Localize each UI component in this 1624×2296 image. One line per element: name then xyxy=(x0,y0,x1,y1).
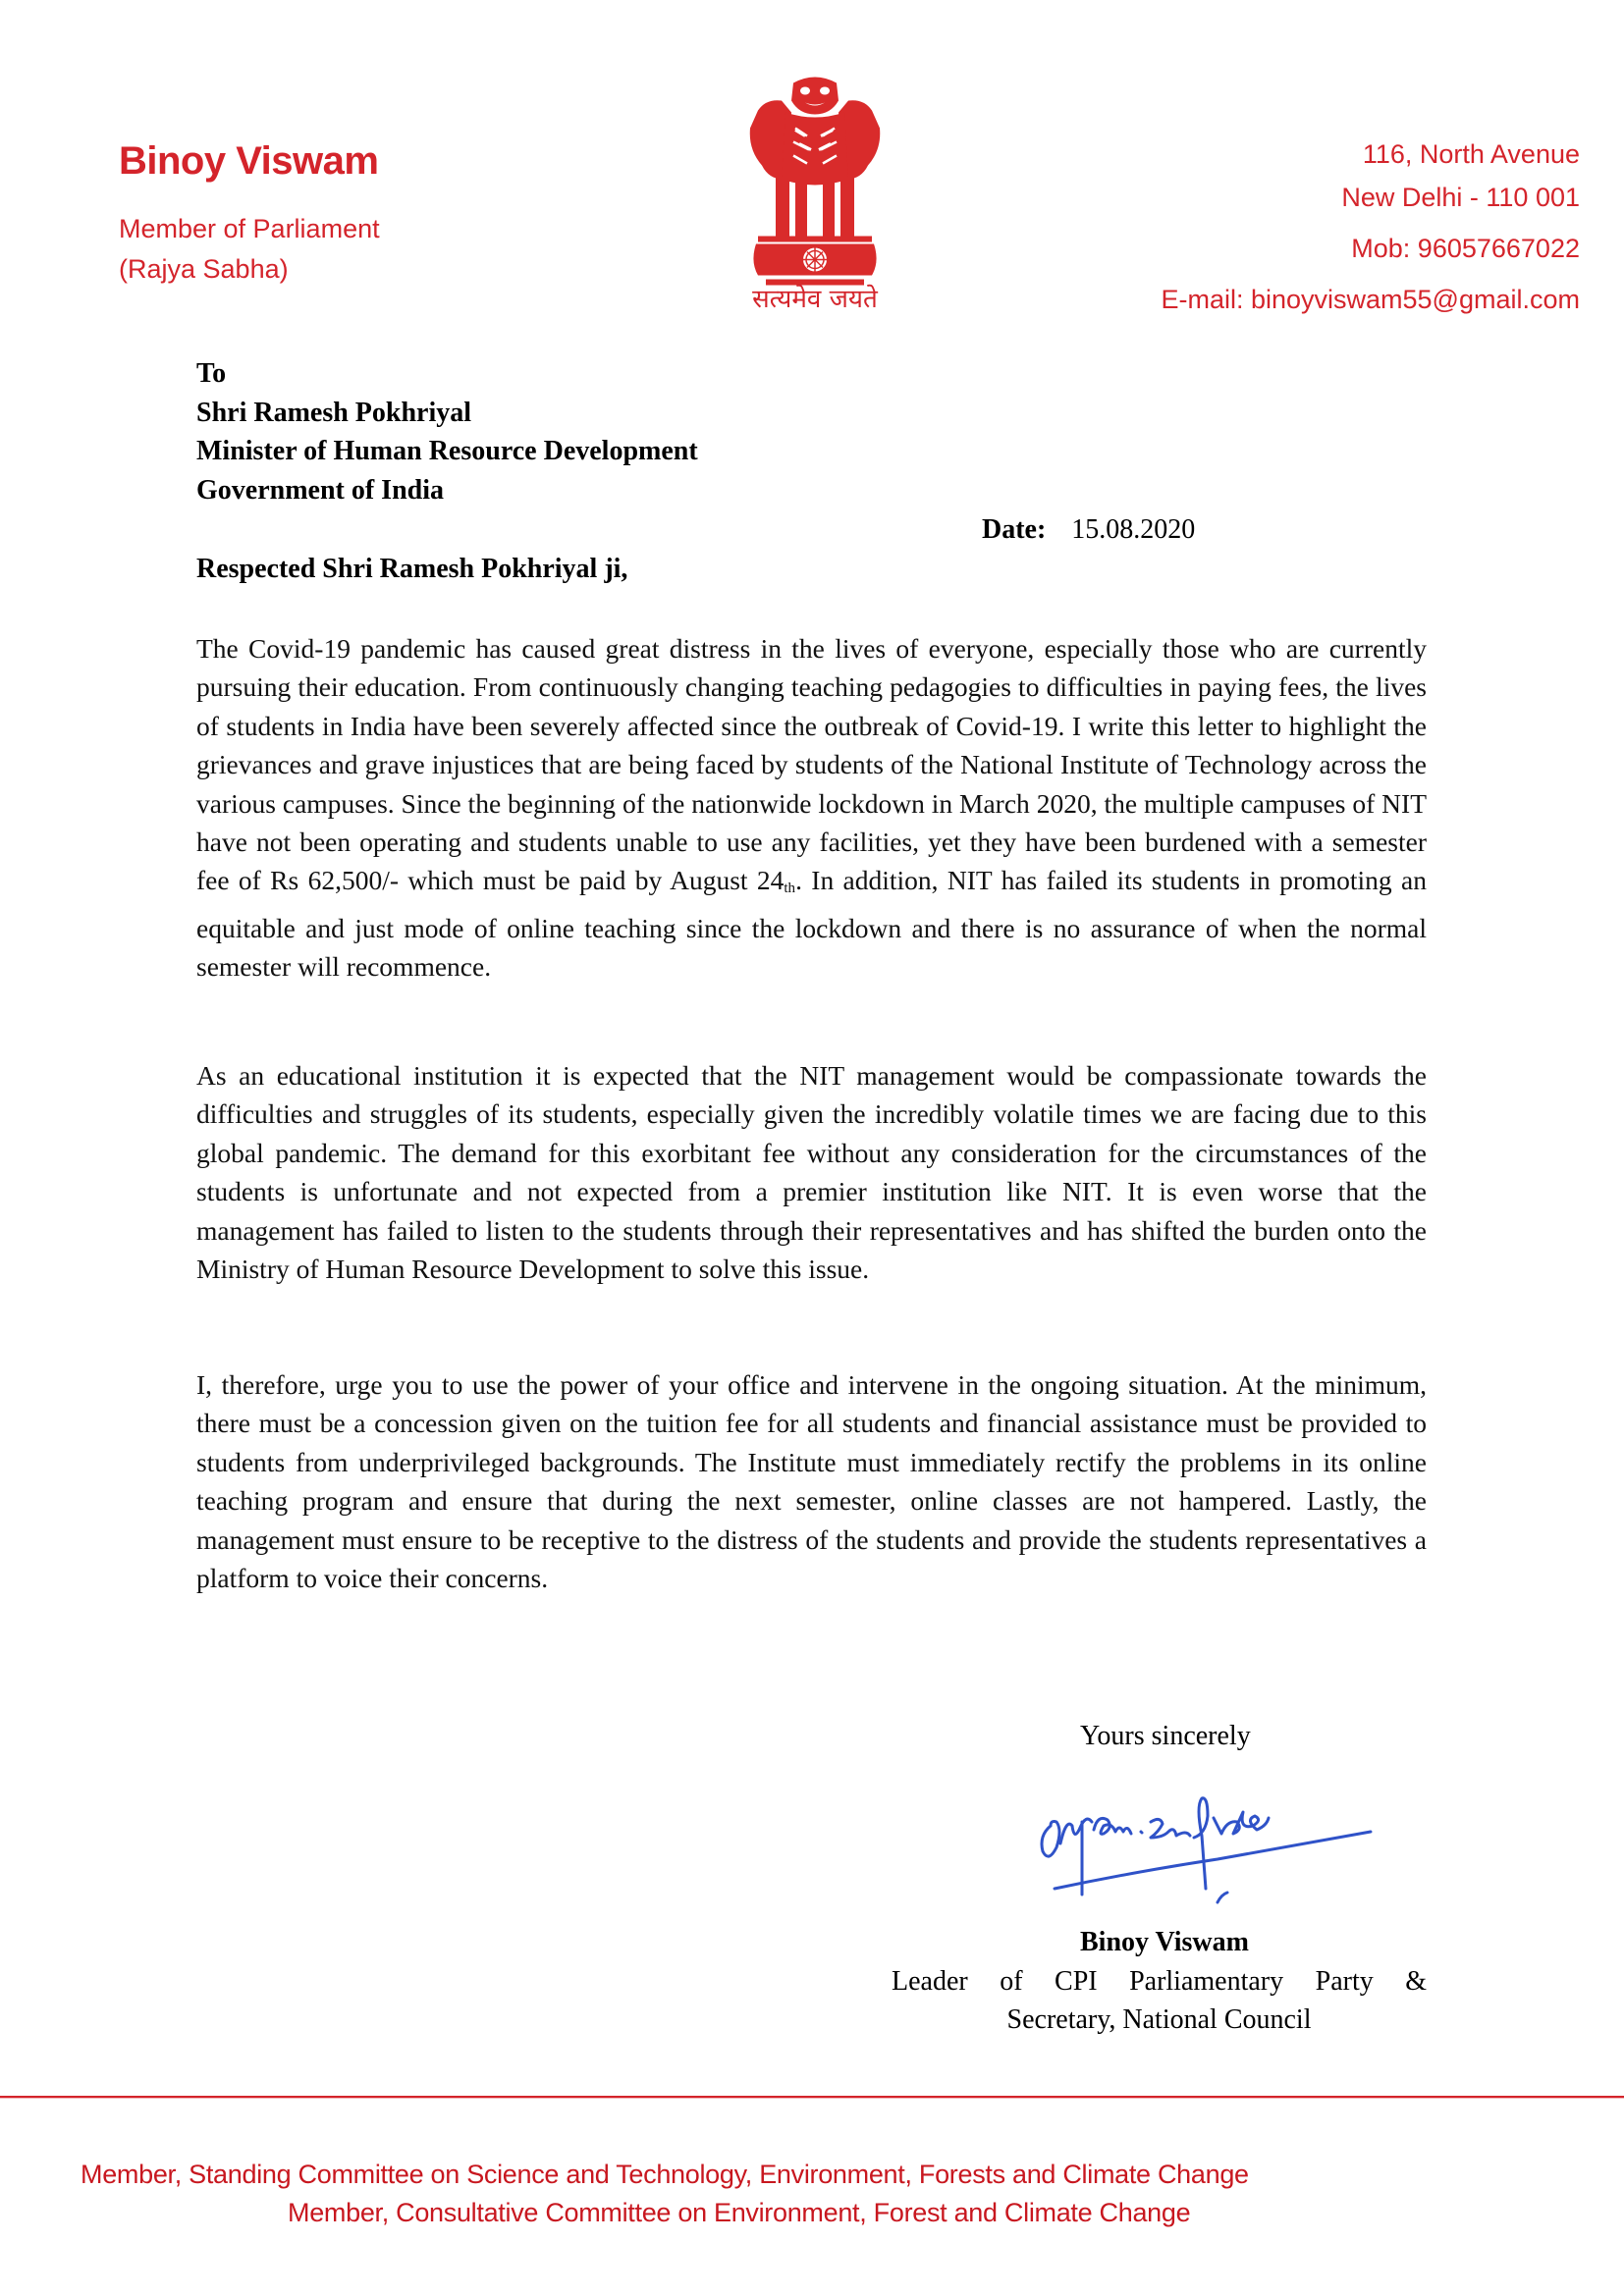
recipient-to: To xyxy=(196,358,227,389)
body-paragraph-1-text-a: The Covid-19 pandemic has caused great distress in the lives of everyone, especially those who are currently pursuing their education. From continuously changing teaching pedagogies to difficulties in paying fees, the lives of students in India have been severely affected since the outbreak of Covid-19. I write this letter to highlight the grievances and grave injustices that are being faced by students of the National Institute of Technology across the various campuses. Since the beginning of the nationwide lockdown in March 2020, the multiple campuses of NIT have not been operating and students unable to use any facilities, yet they have been burdened with a semester fee of Rs 62,500/- which must be paid by August 24 xyxy=(196,633,1427,896)
recipient-title: Minister of Human Resource Development xyxy=(196,436,698,466)
body-paragraph-1 xyxy=(196,629,1427,987)
footer-committee-2: Member, Consultative Committee on Environment, Forest and Climate Change xyxy=(288,2198,1191,2227)
national-emblem-icon xyxy=(736,54,893,314)
body-paragraph-2: As an educational institution it is expected that the NIT management would be compassionate towards the difficulties and struggles of its students, especially given the incredibly volatile times we are facing due to this global pandemic. The demand for this exorbitant fee without any consideration for the circumstances of the students is unfortunate and not expected from a premier institution like NIT. It is even worse that the management has failed to listen to the students through their representatives and has shifted the burden onto the Ministry of Human Resource Development to solve this issue. xyxy=(196,1060,1427,1285)
emblem-motto: सत्यमेव जयते xyxy=(752,285,878,314)
letterhead-role: Member of Parliament xyxy=(119,214,380,243)
date-label: Date: xyxy=(982,514,1047,545)
valediction: Yours sincerely xyxy=(1080,1721,1251,1751)
footer-divider xyxy=(0,2096,1624,2098)
body-paragraph-3: I, therefore, urge you to use the power of your office and intervene in the ongoing situation. At the minimum, there must be a concession given on the tuition fee for all students and financial assistance must be provided to students from underprivileged backgrounds. The Institute must immediately rectify the problems in its online teaching program and ensure that during the next semester, online classes are not hampered. Lastly, the management must ensure to be receptive to the distress of the students and provide the students representatives a platform to voice their concerns. xyxy=(196,1369,1427,1594)
letterhead-name: Binoy Viswam xyxy=(119,139,379,183)
footer-committee-1: Member, Standing Committee on Science and Technology, Environment, Forests and Climate Change xyxy=(81,2160,1249,2189)
address-line-2: New Delhi - 110 001 xyxy=(1341,183,1580,212)
letterhead-house: (Rajya Sabha) xyxy=(119,254,289,284)
recipient-organization: Government of India xyxy=(196,475,444,506)
body-paragraph-1-text-b: . In addition, NIT has failed its students in promoting an equitable and just mode of online teaching since the lockdown and there is no assurance of when the normal semester will recommence. xyxy=(196,865,1427,983)
signature-icon xyxy=(1021,1787,1384,1904)
salutation: Respected Shri Ramesh Pokhriyal ji, xyxy=(196,554,628,584)
recipient-name: Shri Ramesh Pokhriyal xyxy=(196,398,472,428)
signer-title-line-1: Leader of CPI Parliamentary Party & xyxy=(892,1966,1427,1997)
date-block xyxy=(982,514,1195,546)
signer-name: Binoy Viswam xyxy=(1080,1927,1249,1957)
email-address: E-mail: binoyviswam55@gmail.com xyxy=(1161,285,1580,314)
signer-title-line-2: Secretary, National Council xyxy=(1006,2004,1312,2035)
date-value: 15.08.2020 xyxy=(1071,514,1196,545)
address-line-1: 116, North Avenue xyxy=(1362,139,1580,169)
mobile-number: Mob: 96057667022 xyxy=(1351,234,1580,263)
ordinal-suffix: th xyxy=(784,881,796,897)
